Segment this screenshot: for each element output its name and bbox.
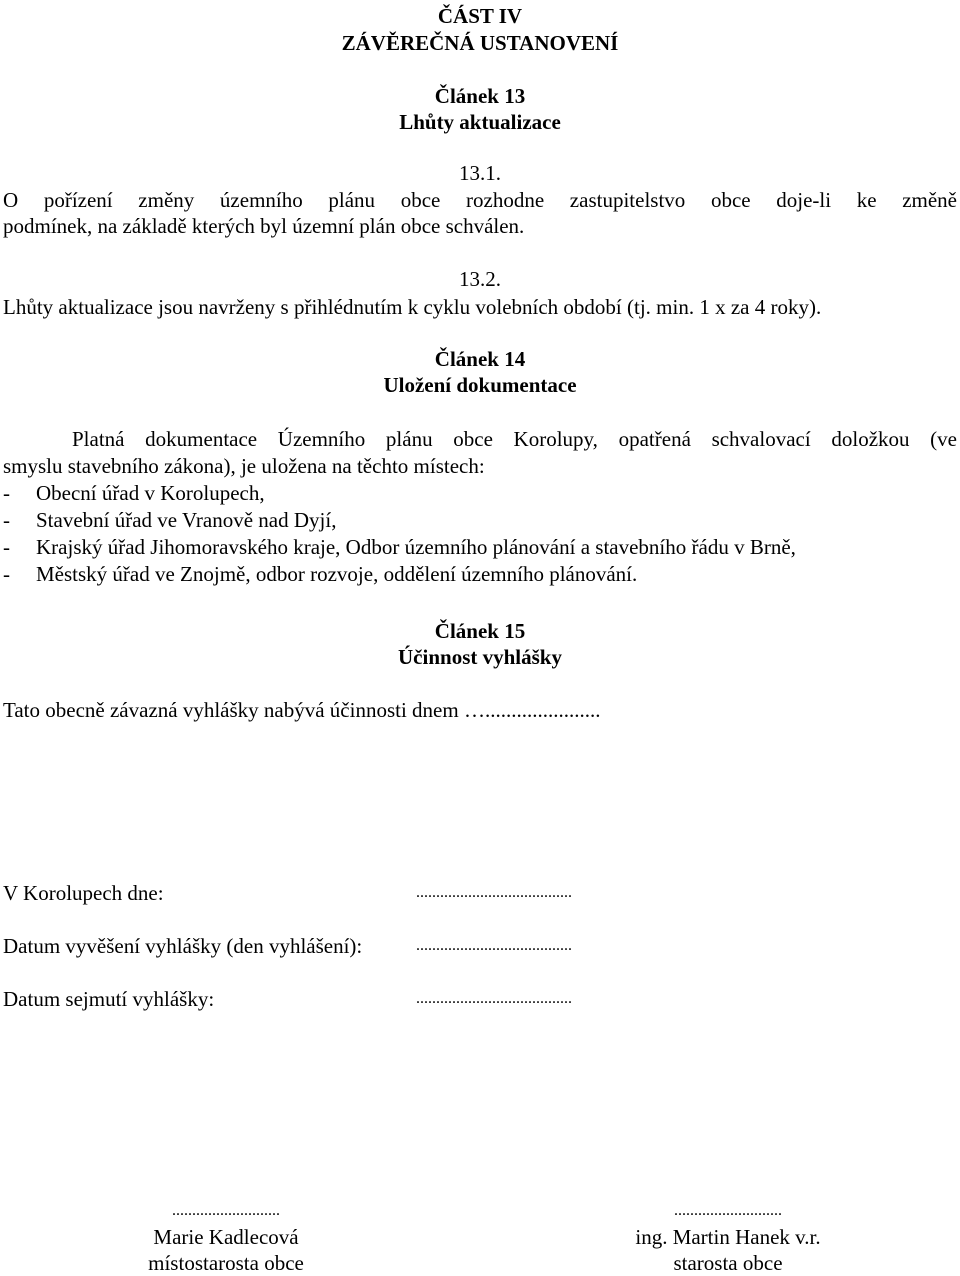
signature-block-deputy-mayor <box>96 1198 356 1276</box>
signatory-name: Marie Kadlecová <box>153 1225 299 1249</box>
signature-block-mayor <box>598 1198 858 1276</box>
signatory-role: místostarosta obce <box>148 1251 304 1275</box>
article-13-heading: Článek 13 <box>434 84 526 108</box>
article-14-title: Uložení dokumentace <box>383 373 577 397</box>
paragraph-13-1-number: 13.1. <box>459 161 501 185</box>
field-label-removed: Datum sejmutí vyhlášky: <box>3 987 215 1011</box>
field-value-posted: ....................................... <box>416 937 572 954</box>
field-label-posted: Datum vyvěšení vyhlášky (den vyhlášení): <box>3 934 363 958</box>
article-15-title: Účinnost vyhlášky <box>398 645 562 669</box>
article-14-heading: Článek 14 <box>434 347 526 371</box>
article-13-title: Lhůty aktualizace <box>399 110 561 134</box>
list-dash: - <box>3 508 10 532</box>
article-14-intro-line-2: smyslu stavebního zákona), je uložena na těchto místech: <box>3 454 485 478</box>
field-label-date: V Korolupech dne: <box>3 881 164 905</box>
article-15-heading: Článek 15 <box>434 619 526 643</box>
signatory-name: ing. Martin Hanek v.r. <box>635 1225 821 1249</box>
paragraph-13-2-text: Lhůty aktualizace jsou navrženy s přihlédnutím k cyklu volebních období (tj. min. 1 x za 4 roky). <box>3 295 822 319</box>
paragraph-13-1-line-2: podmínek, na základě kterých byl územní plán obce schválen. <box>3 214 525 238</box>
list-item: Stavební úřad ve Vranově nad Dyjí, <box>36 508 337 532</box>
list-item: Krajský úřad Jihomoravského kraje, Odbor územního plánování a stavebního řádu v Brně, <box>36 535 796 559</box>
list-item: Obecní úřad v Korolupech, <box>36 481 265 505</box>
field-value-date: ....................................... <box>416 884 572 901</box>
article-14-intro-line-1: Platná dokumentace Územního plánu obce Korolupy, opatřená schvalovací doložkou (ve <box>72 427 957 451</box>
list-dash: - <box>3 535 10 559</box>
field-value-removed: ....................................... <box>416 990 572 1007</box>
paragraph-13-1-line-1: O pořízení změny územního plánu obce rozhodne zastupitelstvo obce doje-li ke změně <box>3 188 957 212</box>
part-title: ČÁST IV <box>437 4 523 28</box>
signature-line: ........................... <box>674 1202 782 1219</box>
signatory-role: starosta obce <box>673 1251 783 1275</box>
effectiveness-text: Tato obecně závazná vyhlášky nabývá účinnosti dnem …...................... <box>3 698 601 722</box>
list-dash: - <box>3 481 10 505</box>
list-item: Městský úřad ve Znojmě, odbor rozvoje, oddělení územního plánování. <box>36 562 638 586</box>
paragraph-13-2-number: 13.2. <box>459 267 501 291</box>
signature-line: ........................... <box>172 1202 280 1219</box>
list-dash: - <box>3 562 10 586</box>
part-subtitle: ZÁVĚREČNÁ USTANOVENÍ <box>341 31 619 55</box>
